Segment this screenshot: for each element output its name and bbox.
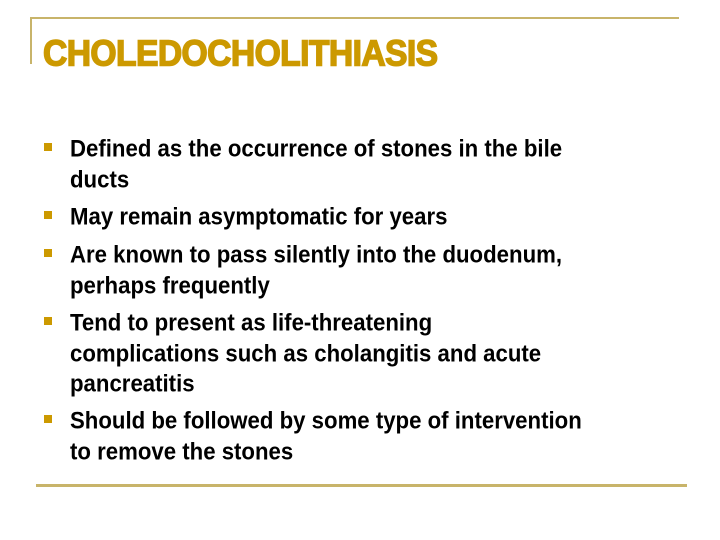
bullet-line: ducts [70, 165, 130, 193]
bullet-line: pancreatitis [70, 369, 195, 397]
bullet-text [70, 308, 541, 399]
bullet-line: Are known to pass silently into the duodenum, [70, 241, 563, 268]
bullet-line: Defined as the occurrence of stones in the bile [70, 135, 563, 162]
square-bullet-icon [44, 415, 52, 423]
bullet-line: Should be followed by some type of intervention [70, 407, 582, 434]
bullet-line: perhaps frequently [70, 271, 270, 299]
bullet-text [70, 134, 562, 195]
slide-title: CHOLEDOCHOLITHIASIS [43, 34, 438, 74]
bullet-text [70, 406, 582, 467]
square-bullet-icon [44, 143, 52, 151]
bullet-text [70, 240, 562, 301]
bullet-line: to remove the stones [70, 437, 294, 465]
square-bullet-icon [44, 249, 52, 257]
bullet-line: complications such as cholangitis and acute [70, 339, 542, 367]
square-bullet-icon [44, 317, 52, 325]
frame-left-line [30, 17, 32, 64]
bullet-text [70, 202, 447, 232]
frame-top-line [30, 17, 679, 19]
square-bullet-icon [44, 211, 52, 219]
frame-bottom-line [36, 484, 687, 487]
bullet-line: May remain asymptomatic for years [70, 203, 448, 230]
bullet-line: Tend to present as life-threatening [70, 309, 433, 336]
